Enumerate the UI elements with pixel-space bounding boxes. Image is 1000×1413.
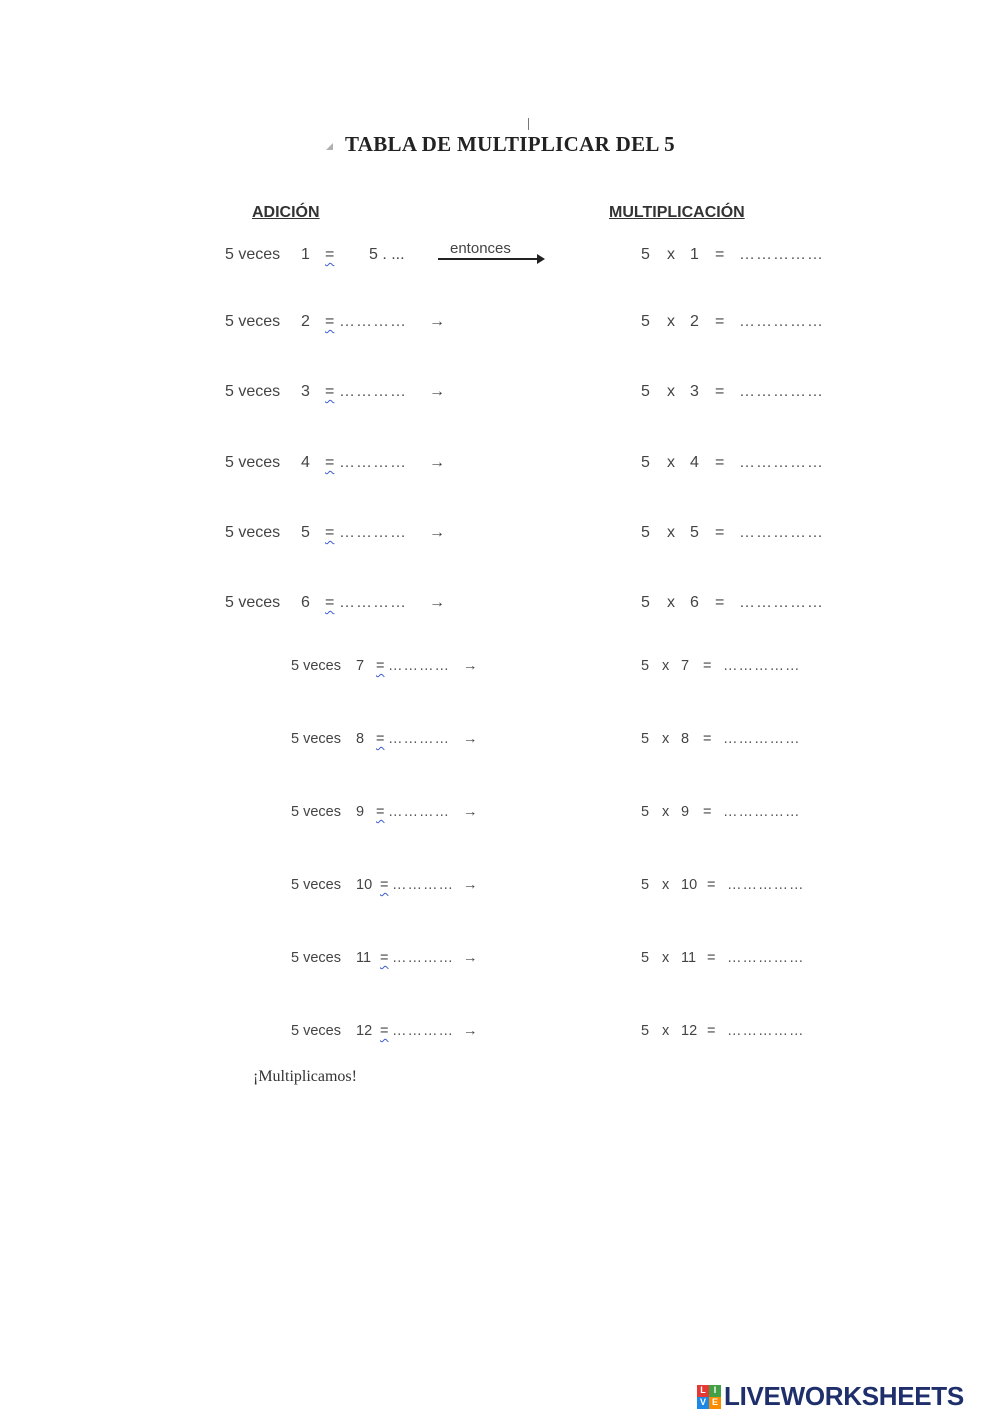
addition-number: 10 (356, 877, 373, 893)
arrow-icon: → (463, 658, 478, 674)
mult-equals: = (707, 877, 716, 893)
mult-factor-a: 5 (641, 383, 650, 400)
mult-factor-a: 5 (641, 950, 650, 966)
mult-factor-b: 1 (690, 246, 699, 263)
equals-sign: = (380, 1023, 389, 1039)
addition-label: 5 veces (225, 383, 281, 400)
addition-header: ADICIÓN (252, 204, 320, 221)
addition-blank[interactable]: ………… (339, 454, 407, 471)
addition-blank[interactable]: ………… (392, 1023, 454, 1039)
times-sign: x (667, 246, 675, 263)
addition-blank[interactable]: ………… (339, 313, 407, 330)
mult-factor-a: 5 (641, 658, 650, 674)
answer-blank[interactable]: …………… (739, 246, 824, 263)
mult-factor-b: 8 (681, 731, 690, 747)
entonces-connector (438, 240, 546, 264)
mult-factor-a: 5 (641, 877, 650, 893)
addition-label: 5 veces (225, 313, 281, 330)
addition-number: 2 (301, 313, 310, 330)
mult-equals: = (707, 1023, 716, 1039)
addition-blank[interactable]: ………… (392, 950, 454, 966)
mult-factor-a: 5 (641, 454, 650, 471)
multiplication-header: MULTIPLICACIÓN (609, 204, 745, 221)
mult-equals: = (715, 454, 725, 471)
addition-label: 5 veces (291, 1023, 341, 1039)
answer-blank[interactable]: …………… (723, 731, 801, 747)
arrow-icon: → (463, 950, 478, 966)
arrow-head-icon (537, 254, 545, 264)
answer-blank[interactable]: …………… (727, 877, 805, 893)
addition-number: 12 (356, 1023, 373, 1039)
addition-number: 5 (301, 524, 310, 541)
arrow-line (438, 258, 538, 260)
addition-blank[interactable]: ………… (339, 383, 407, 400)
addition-blank[interactable]: ………… (339, 594, 407, 611)
times-sign: x (667, 594, 675, 611)
equals-sign: = (325, 313, 335, 330)
equals-sign: = (376, 804, 385, 820)
answer-blank[interactable]: …………… (739, 594, 824, 611)
addition-label: 5 veces (291, 658, 341, 674)
answer-blank[interactable]: …………… (739, 383, 824, 400)
mult-equals: = (715, 313, 725, 330)
addition-label: 5 veces (225, 594, 281, 611)
equals-sign: = (376, 658, 385, 674)
answer-blank[interactable]: …………… (739, 454, 824, 471)
addition-blank[interactable]: ………… (388, 658, 450, 674)
logo-letter-e: E (709, 1397, 721, 1409)
arrow-icon: → (429, 594, 445, 611)
addition-number: 7 (356, 658, 365, 674)
mult-factor-a: 5 (641, 731, 650, 747)
arrow-icon: → (463, 1023, 478, 1039)
mult-factor-a: 5 (641, 804, 650, 820)
answer-blank[interactable]: …………… (723, 658, 801, 674)
mult-factor-b: 2 (690, 313, 699, 330)
addition-label: 5 veces (291, 731, 341, 747)
triangle-marker-icon (326, 143, 333, 150)
times-sign: x (662, 731, 670, 747)
mult-factor-a: 5 (641, 1023, 650, 1039)
liveworksheets-logo-icon (697, 1385, 721, 1409)
times-sign: x (662, 804, 670, 820)
mult-factor-a: 5 (641, 524, 650, 541)
liveworksheets-brand[interactable] (697, 1381, 964, 1412)
equals-sign: = (380, 950, 389, 966)
times-sign: x (662, 658, 670, 674)
equals-sign: = (325, 246, 335, 263)
mult-factor-b: 5 (690, 524, 699, 541)
times-sign: x (667, 454, 675, 471)
addition-number: 3 (301, 383, 310, 400)
addition-number: 9 (356, 804, 365, 820)
addition-label: 5 veces (225, 454, 281, 471)
times-sign: x (667, 383, 675, 400)
mult-factor-b: 12 (681, 1023, 698, 1039)
mult-factor-a: 5 (641, 313, 650, 330)
mult-equals: = (715, 246, 725, 263)
page-title: TABLA DE MULTIPLICAR DEL 5 (345, 132, 675, 156)
footer-text: ¡Multiplicamos! (253, 1068, 357, 1085)
answer-blank[interactable]: …………… (739, 313, 824, 330)
addition-label: 5 veces (291, 950, 341, 966)
addition-number: 11 (356, 950, 372, 966)
mult-factor-b: 4 (690, 454, 699, 471)
times-sign: x (662, 1023, 670, 1039)
mult-equals: = (715, 383, 725, 400)
answer-blank[interactable]: …………… (723, 804, 801, 820)
mult-equals: = (703, 731, 712, 747)
times-sign: x (667, 524, 675, 541)
mult-equals: = (715, 594, 725, 611)
addition-number: 6 (301, 594, 310, 611)
equals-sign: = (325, 594, 335, 611)
logo-letter-l: L (697, 1385, 709, 1397)
mult-factor-a: 5 (641, 246, 650, 263)
arrow-icon: → (429, 524, 445, 541)
arrow-icon: → (463, 877, 478, 893)
mult-factor-b: 3 (690, 383, 699, 400)
logo-letter-v: V (697, 1397, 709, 1409)
addition-number: 1 (301, 246, 310, 263)
arrow-icon: → (463, 731, 478, 747)
times-sign: x (662, 950, 670, 966)
arrow-icon: → (463, 804, 478, 820)
equals-sign: = (376, 731, 385, 747)
mult-factor-b: 7 (681, 658, 690, 674)
addition-label: 5 veces (291, 877, 341, 893)
arrow-icon: → (429, 383, 445, 400)
addition-label: 5 veces (225, 246, 281, 263)
equals-sign: = (325, 524, 335, 541)
mult-factor-a: 5 (641, 594, 650, 611)
mult-factor-b: 11 (681, 950, 697, 966)
mult-equals: = (703, 658, 712, 674)
first-answer: 5 . ... (369, 246, 405, 263)
arrow-icon: → (429, 313, 445, 330)
addition-label: 5 veces (291, 804, 341, 820)
brand-name: LIVEWORKSHEETS (724, 1381, 964, 1411)
mult-factor-b: 6 (690, 594, 699, 611)
title-block (326, 132, 675, 157)
logo-letter-i: I (709, 1385, 721, 1397)
entonces-label: entonces (450, 240, 511, 257)
times-sign: x (667, 313, 675, 330)
addition-label: 5 veces (225, 524, 281, 541)
equals-sign: = (325, 454, 335, 471)
times-sign: x (662, 877, 670, 893)
addition-blank[interactable]: ………… (339, 524, 407, 541)
addition-number: 8 (356, 731, 365, 747)
answer-blank[interactable]: …………… (727, 1023, 805, 1039)
arrow-icon: → (429, 454, 445, 471)
answer-blank[interactable]: …………… (739, 524, 824, 541)
mult-equals: = (707, 950, 716, 966)
text-cursor-mark (528, 118, 529, 130)
equals-sign: = (325, 383, 335, 400)
answer-blank[interactable]: …………… (727, 950, 805, 966)
addition-blank[interactable]: ………… (388, 804, 450, 820)
addition-number: 4 (301, 454, 310, 471)
mult-equals: = (715, 524, 725, 541)
mult-factor-b: 9 (681, 804, 690, 820)
addition-blank[interactable]: ………… (392, 877, 454, 893)
addition-blank[interactable]: ………… (388, 731, 450, 747)
equals-sign: = (380, 877, 389, 893)
mult-equals: = (703, 804, 712, 820)
mult-factor-b: 10 (681, 877, 698, 893)
